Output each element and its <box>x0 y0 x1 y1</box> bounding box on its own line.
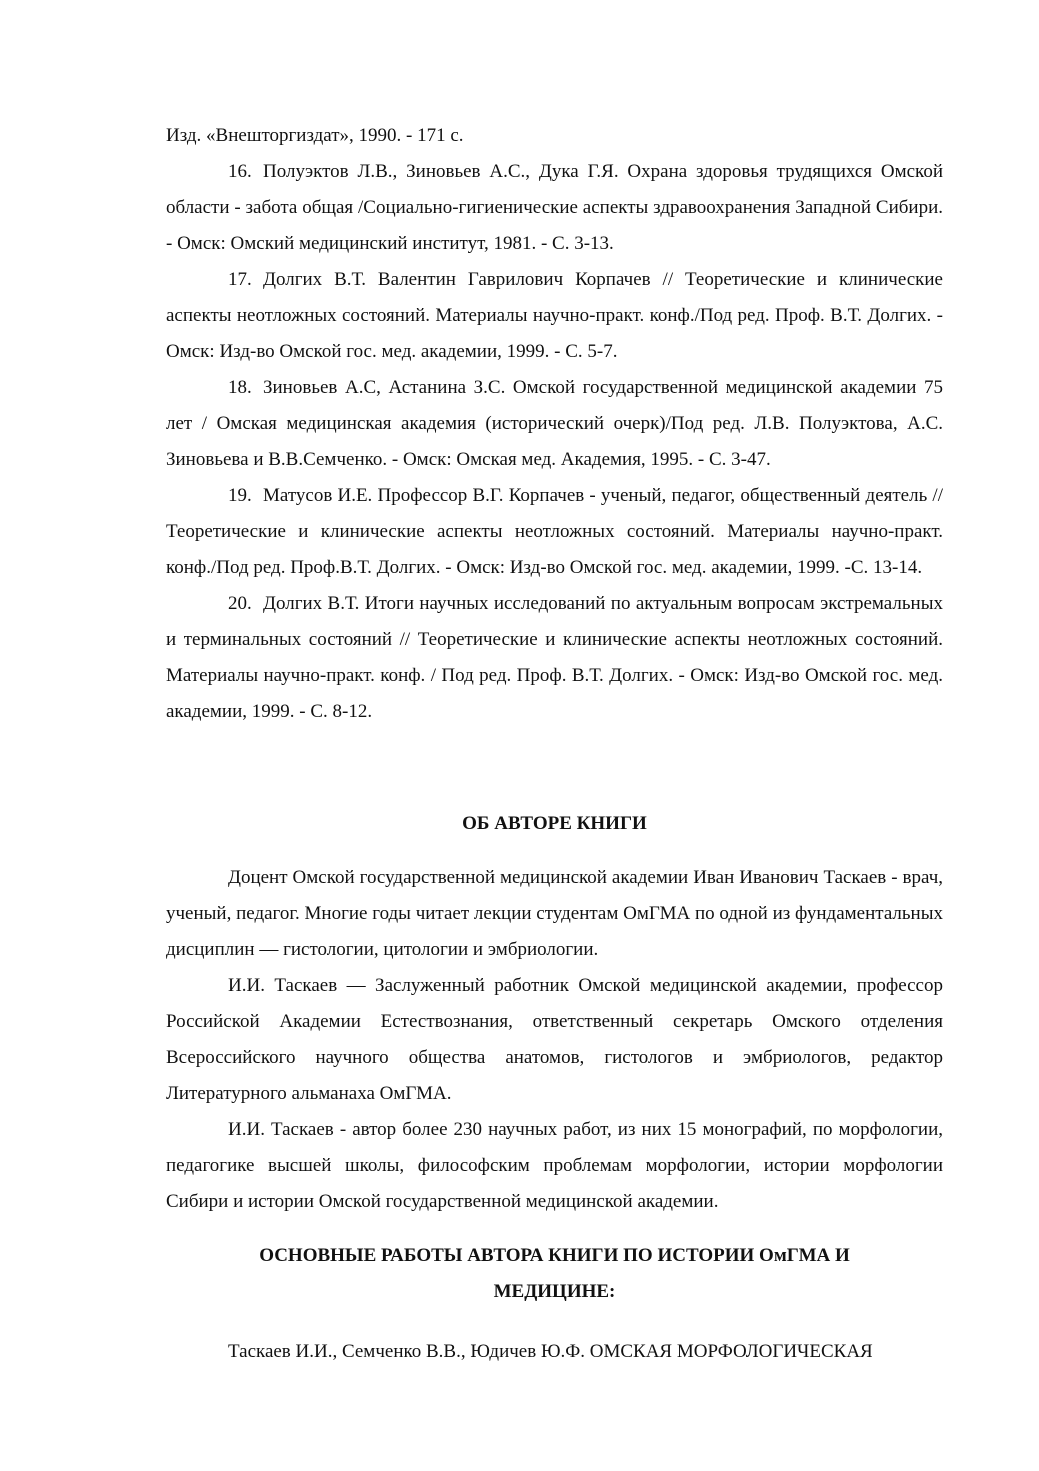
reference-number: 16. <box>228 161 252 182</box>
works-heading-line-1: ОСНОВНЫЕ РАБОТЫ АВТОРА КНИГИ ПО ИСТОРИИ ОмГМА И <box>259 1245 850 1266</box>
reference-text: Долгих В.Т. Итоги научных исследований по актуальным вопросам экстремальных и терминальных состояний // Теоретические и клинические аспекты неотложных состояний. Материалы научно-практ. конф. / Под ред. Проф. В.Т. Долгих. - Омск: Изд-во Омской гос. мед. академии, 1999. - С. 8-12. <box>166 593 943 722</box>
reference-item-17 <box>166 262 943 370</box>
about-paragraph-3: И.И. Таскаев - автор более 230 научных работ, из них 15 монографий, по морфологии, педагогике высшей школы, философским проблемам морфологии, истории морфологии Сибири и истории Омской государственной медицинской академии. <box>166 1119 943 1212</box>
works-first-entry: Таскаев И.И., Семченко В.В., Юдичев Ю.Ф. ОМСКАЯ МОРФОЛОГИЧЕСКАЯ <box>228 1341 873 1362</box>
reference-number: 19. <box>228 485 252 506</box>
reference-item-18 <box>166 370 943 478</box>
reference-number: 17. <box>228 269 252 290</box>
works-heading-block <box>166 1238 943 1310</box>
reference-item-20 <box>166 586 943 730</box>
reference-item-19 <box>166 478 943 586</box>
reference-text: Матусов И.Е. Профессор В.Г. Корпачев - ученый, педагог, общественный деятель // Теоретические и клинические аспекты неотложных состояний. Материалы научно-практ. конф./Под ред. Проф.В.Т. Долгих. - Омск: Изд-во Омской гос. мед. академии, 1999. -С. 13-14. <box>166 485 943 578</box>
reference-continuation: Изд. «Внешторгиздат», 1990. - 171 с. <box>166 125 464 146</box>
about-paragraph-1: Доцент Омской государственной медицинской академии Иван Иванович Таскаев - врач, ученый, педагог. Многие годы читает лекции студентам ОмГМА по одной из фундаментальных дисциплин — гистологии, цитологии и эмбриологии. <box>166 867 943 960</box>
about-heading: ОБ АВТОРЕ КНИГИ <box>462 813 647 834</box>
reference-number: 20. <box>228 593 252 614</box>
about-paragraph-2: И.И. Таскаев — Заслуженный работник Омской медицинской академии, профессор Российской Академии Естествознания, ответственный секретарь Омского отделения Всероссийского научного общества анатомов, гистологов и эмбриологов, редактор Литературного альманаха ОмГМА. <box>166 975 943 1104</box>
references-section <box>166 118 943 730</box>
reference-text: Зиновьев А.С, Астанина З.С. Омской государственной медицинской академии 75 лет / Омская медицинская академия (исторический очерк)/Под ред. Л.В. Полуэктова, А.С. Зиновьева и В.В.Семченко. - Омск: Омская мед. Академия, 1995. - С. 3-47. <box>166 377 943 470</box>
reference-text: Полуэктов Л.В., Зиновьев А.С., Дука Г.Я. Охрана здоровья трудящихся Омской области - забота общая /Социально-гигиенические аспекты здравоохранения Западной Сибири. - Омск: Омский медицинский институт, 1981. - С. 3-13. <box>166 161 943 254</box>
works-section <box>166 1334 943 1370</box>
reference-item-16 <box>166 154 943 262</box>
about-heading-block <box>166 806 943 842</box>
reference-number: 18. <box>228 377 252 398</box>
about-section <box>166 860 943 1220</box>
reference-text: Долгих В.Т. Валентин Гаврилович Корпачев // Теоретические и клинические аспекты неотложных состояний. Материалы научно-практ. конф./Под ред. Проф. В.Т. Долгих. - Омск: Изд-во Омской гос. мед. академии, 1999. - С. 5-7. <box>166 269 943 362</box>
works-heading-line-2: МЕДИЦИНЕ: <box>493 1281 616 1302</box>
